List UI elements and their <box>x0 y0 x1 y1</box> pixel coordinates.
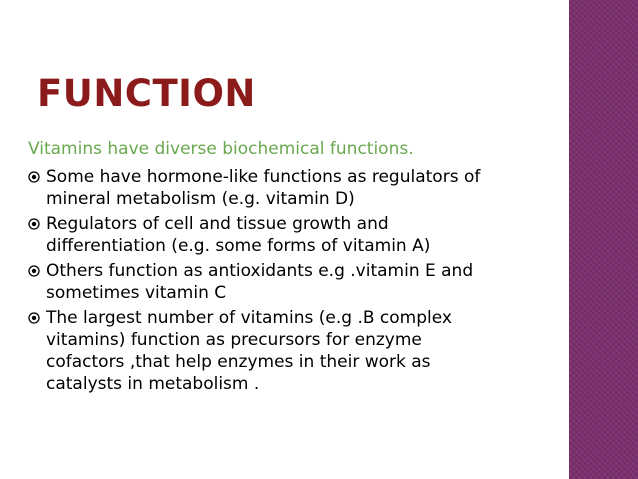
intro-text: Vitamins have diverse biochemical functions. <box>28 139 414 159</box>
list-item <box>28 260 558 304</box>
target-bullet-icon <box>28 213 46 235</box>
list-item <box>28 213 558 257</box>
bullet-list <box>28 166 558 395</box>
bullet-text: Regulators of cell and tissue growth and differentiation (e.g. some forms of vitamin A) <box>46 214 431 256</box>
list-item <box>28 166 558 210</box>
slide-title: FUNCTION <box>37 72 256 115</box>
bullet-text: Some have hormone-like functions as regulators of mineral metabolism (e.g. vitamin D) <box>46 167 481 209</box>
target-bullet-icon <box>28 260 46 282</box>
decorative-side-band <box>569 0 638 479</box>
target-bullet-icon <box>28 307 46 329</box>
list-item <box>28 307 558 395</box>
target-bullet-icon <box>28 166 46 188</box>
bullet-text: The largest number of vitamins (e.g .B complex vitamins) function as precursors for enzyme cofactors ,that help enzymes in their work as catalysts in metabolism . <box>46 308 452 394</box>
slide-body <box>28 138 558 398</box>
bullet-text: Others function as antioxidants e.g .vitamin E and sometimes vitamin C <box>46 261 474 303</box>
